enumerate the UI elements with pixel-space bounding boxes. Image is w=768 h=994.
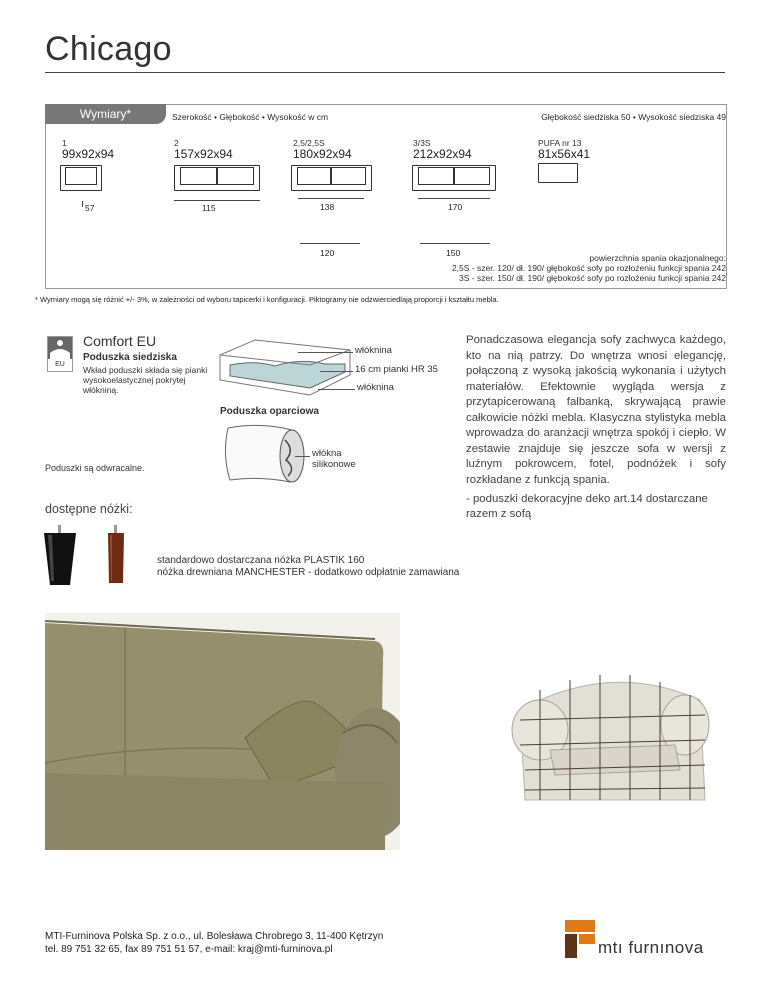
deco-cushions-note: - poduszki dekoracyjne deko art.14 dostarczane razem z sofą bbox=[466, 493, 708, 520]
legs-description: standardowo dostarczana nóżka PLASTIK 160 nóżka drewniana MANCHESTER - dodatkowo odpłatnie zamawiana bbox=[157, 555, 460, 578]
sofa-3-pictogram bbox=[412, 165, 496, 191]
label-silicone-fiber: włókna silikonowe bbox=[312, 448, 356, 470]
pouf-pictogram bbox=[538, 163, 578, 183]
sleep-note: powierzchnia spania okazjonalnego: 2,5S - szer. 120/ dł. 190/ głębokość sofy po rozłożeniu funkcji spania 242 3S - szer. 150/ dł. 190/ głębokość sofy po rozłożeniu funkcji spania 242 bbox=[451, 253, 726, 283]
sofa-photo bbox=[45, 613, 400, 850]
product-size: 212x92x94 bbox=[413, 147, 472, 161]
product-size: 180x92x94 bbox=[293, 147, 352, 161]
product-label: 2,5/2,5S bbox=[293, 138, 325, 148]
company-footer: MTI-Furninova Polska Sp. z o.o., ul. Bolesława Chrobrego 3, 11-400 Kętrzyn tel. 89 751 32 65, fax 89 751 51 57, e-mail: kraj@mti-furninova.pl bbox=[45, 931, 384, 955]
product-width: 170 bbox=[448, 202, 463, 212]
back-cushion-illustration bbox=[220, 420, 310, 490]
sofa-2-pictogram bbox=[174, 165, 260, 191]
company-logo-mark bbox=[565, 920, 595, 958]
sofa-2-5-pictogram bbox=[291, 165, 372, 191]
plastic-leg-image bbox=[40, 525, 80, 590]
product-label: 3/3S bbox=[413, 138, 431, 148]
seat-cushion-desc: Wkład poduszki składa się pianki wysokoelastycznej pokrytej włókniną. bbox=[83, 365, 208, 395]
label-foam: 16 cm pianki HR 35 bbox=[355, 364, 438, 375]
product-size: 99x92x94 bbox=[62, 147, 115, 161]
product-description: Ponadczasowa elegancja sofy zachwyca każdego, kto na nią patrzy. Do wnętrza wnosi elegancję, połączoną z wysoką jakością wykonania i użytych materiałów. Efektownie wygląda wersja z przytapicerowaną falbanką, skrywającą prawie całkowicie nóżki mebla. Klasyczna stylistyka mebla wprowadza do aranżacji wnętrza spokój i ciepło. W zestawie znajduje się jeszcze sofa w wersji z luźnym pokrowcem, fotel, podnóżek i sofy rozkładane z funkcją spania. bbox=[466, 334, 726, 486]
product-label: 2 bbox=[174, 138, 179, 148]
product-label: PUFA nr 13 bbox=[538, 138, 582, 148]
product-size: 81x56x41 bbox=[538, 147, 591, 161]
page-title: Chicago bbox=[45, 30, 172, 68]
dimensions-footnote: * Wymiary mogą się różnić +/- 3%, w zależności od wyboru tapicerki i konfiguracji. Piktogramy nie odzwierciedlają proporcji i kształtu mebla. bbox=[35, 295, 499, 304]
dimensions-header-left: Szerokość • Głębokość • Wysokość w cm bbox=[172, 112, 329, 122]
dimensions-header-right: Głębokość siedziska 50 • Wysokość siedziska 49 bbox=[541, 112, 726, 122]
armchair-pictogram bbox=[60, 165, 102, 191]
product-width: 138 bbox=[320, 202, 335, 212]
legs-title: dostępne nóżki: bbox=[45, 502, 133, 516]
bed-width: 120 bbox=[320, 248, 335, 258]
product-size: 157x92x94 bbox=[174, 147, 233, 161]
product-label: 1 bbox=[62, 138, 67, 148]
dimensions-tab: Wymiary* bbox=[45, 104, 166, 124]
armchair-photo bbox=[500, 660, 720, 810]
bed-width: 150 bbox=[446, 248, 461, 258]
title-divider bbox=[45, 72, 725, 73]
reversible-note: Poduszki są odwracalne. bbox=[45, 463, 145, 473]
product-width: 115 bbox=[202, 203, 216, 213]
seat-cushion-title: Poduszka siedziska bbox=[83, 352, 177, 363]
wooden-leg-image bbox=[103, 525, 129, 587]
label-fiber-top: włóknina bbox=[355, 345, 392, 356]
back-cushion-title: Poduszka oparciowa bbox=[220, 406, 319, 417]
label-fiber-bottom: włóknina bbox=[357, 382, 394, 393]
product-width: 57 bbox=[85, 203, 95, 213]
company-logo-text: mtı furnınova bbox=[598, 938, 704, 957]
comfort-eu-icon: EU bbox=[47, 336, 73, 372]
comfort-title: Comfort EU bbox=[83, 333, 157, 349]
